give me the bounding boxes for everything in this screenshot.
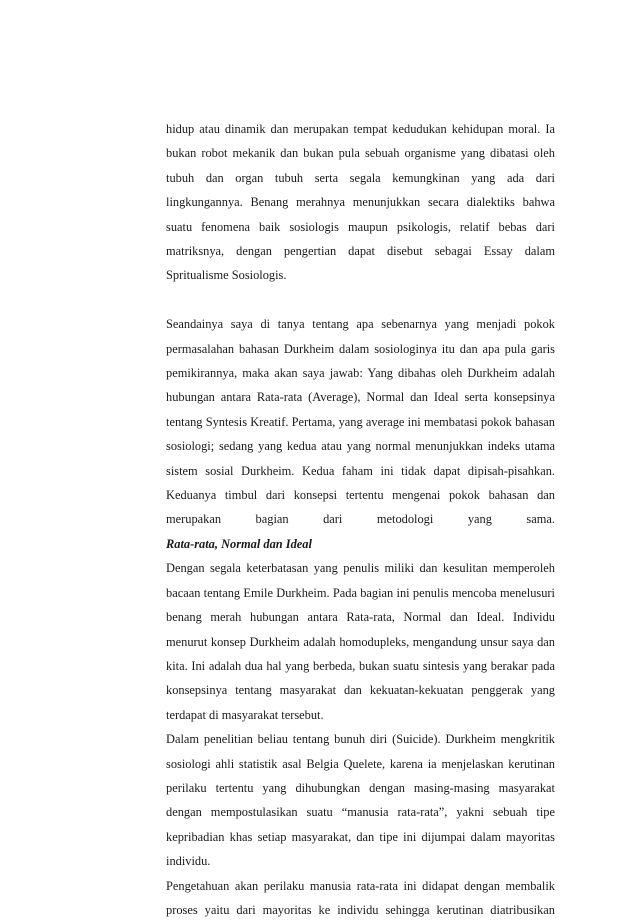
paragraph-durkheim-pokok: Seandainya saya di tanya tentang apa sebenarnya yang menjadi pokok permasalahan bahasan Durkheim dalam sosiologinya itu dan apa pula garis pemikirannya, maka akan saya jawab: Yang dibahas oleh Durkheim adalah hubungan antara Rata-rata (Average), Normal dan Ideal serta konsepsinya tentang Syntesis Kreatif. Pertama, yang average ini membatasi pokok bahasan sosiologi; sedang yang kedua atau yang normal menunjukkan indeks utama sistem sosial Durkheim. Kedua faham ini tidak dapat dipisah-pisahkan. Keduanya timbul dari konsepsi tertentu mengenai pokok bahasan dan merupakan bagian dari metodologi yang sama.	[166, 317, 555, 527]
paragraph-spiritualisme: hidup atau dinamik dan merupakan tempat kedudukan kehidupan moral. Ia bukan robot mekanik dan bukan pula sebuah organisme yang dibatasi oleh tubuh dan organ tubuh serta segala kemungkinan yang ada dari lingkungannya. Benang merahnya menunjukkan secara dialektiks bahwa suatu fenomena baik sosiologis maupun psikologis, relatif bebas dari matriksnya, dengan pengertian dapat disebut sebagai Essay dalam Spritualisme Sosiologis.	[166, 122, 555, 283]
paragraph-pengetahuan: Pengetahuan akan perilaku manusia rata-rata ini didapat dengan membalik proses yaitu dari mayoritas ke individu sehingga kerutinan diatribusikan	[166, 878, 555, 917]
paragraph-suicide: Dalam penelitian beliau tentang bunuh diri (Suicide). Durkheim mengkritik sosiologi ahli statistik asal Belgia Quelete, karena ia menjelaskan kerutinan perilaku tertentu yang dihubungkan dengan masing-masing masyarakat dengan mempostulasikan suatu “manusia rata-rata”, yakni sebuah tipe kepribadian khas setiap masyarakat, dan tipe ini dijumpai dalam mayoritas individu.	[166, 732, 555, 869]
paragraph-keterbatasan: Dengan segala keterbatasan yang penulis miliki dan kesulitan memperoleh bacaan tentang Emile Durkheim. Pada bagian ini penulis mencoba menelusuri benang merah hubungan antara Rata-rata, Normal dan Ideal. Individu menurut konsep Durkheim adalah homodupleks, mengandung unsur saya dan kita. Ini adalah dua hal yang berbeda, bukan suatu sintesis yang berakar pada konsepsinya tentang masyarakat dan kekuatan-kekuatan penggerak yang terdapat di masyarakat tersebut.	[166, 561, 555, 722]
paragraph-spacer	[166, 288, 555, 312]
document-body	[166, 117, 555, 922]
section-heading: Rata-rata, Normal dan Ideal	[166, 536, 312, 551]
